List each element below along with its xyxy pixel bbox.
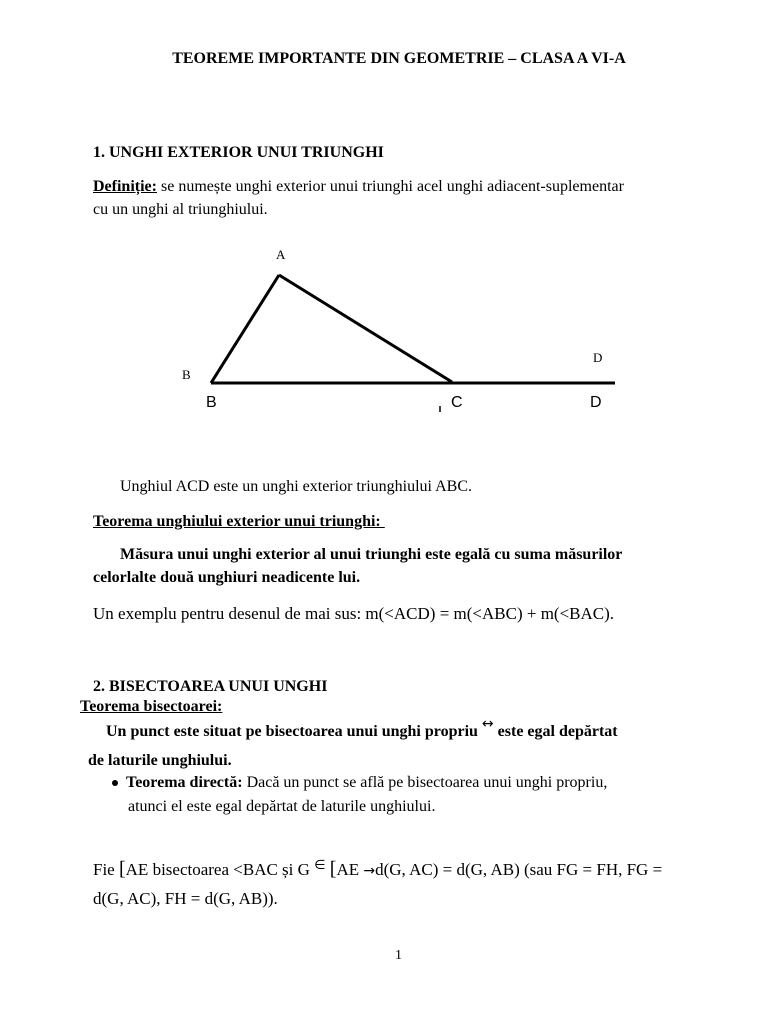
triangle-side-ac	[279, 275, 452, 382]
direct-theorem-label: Teorema directă:	[126, 774, 243, 791]
element-of-icon: ∈	[314, 858, 326, 873]
bisector-theorem-title: Teorema bisectoarei:	[80, 698, 223, 715]
definition-text-1: se numește unghi exterior unui triunghi acel unghi adiacent-suplementar	[156, 178, 624, 195]
vertex-label-c: C	[451, 394, 463, 411]
vertex-label-d-serif: D	[593, 350, 603, 365]
vertex-label-d: D	[590, 394, 602, 411]
bracket-symbol-2: [	[329, 858, 337, 880]
exterior-theorem-title: Teorema unghiului exterior unui triunghi:	[93, 513, 385, 530]
exterior-theorem-line-2: celorlalte două unghiuri neadicente lui.	[93, 569, 361, 586]
page-title: TEOREME IMPORTANTE DIN GEOMETRIE – CLASA A VI-A	[172, 50, 626, 67]
bisector-theorem-text-1a: Un punct este situat pe bisectoarea unui unghi propriu	[106, 723, 482, 740]
triangle-side-ba	[211, 275, 279, 383]
bisector-example-line-2: d(G, AC), FH = d(G, AB)).	[93, 889, 278, 908]
implies-arrow-icon: →	[363, 863, 376, 879]
direct-theorem-line-2: atunci el este egal depărtat de laturile unghiului.	[128, 798, 436, 815]
direct-theorem-text-1: Dacă un punct se află pe bisectoarea unui unghi propriu,	[242, 774, 608, 791]
vertex-label-a: A	[276, 247, 286, 262]
bullet-icon	[112, 780, 118, 786]
bisector-theorem-text-1b: este egal depărtat	[493, 723, 618, 740]
direct-theorem-line-1	[112, 774, 607, 792]
section-1-heading: 1. UNGHI EXTERIOR UNUI TRIUNGHI	[93, 144, 384, 161]
bisector-theorem-line-1	[106, 716, 618, 741]
example-text-e: d(G, AC) = d(G, AB) (sau FG = FH, FG =	[375, 860, 663, 879]
exterior-example: Un exemplu pentru desenul de mai sus: m(<ACD) = m(<ABC) + m(<BAC).	[93, 604, 615, 623]
double-arrow-icon: ↔	[481, 716, 494, 732]
example-text-d: AE	[336, 860, 364, 879]
definition-line-2: cu un unghi al triunghiului.	[93, 201, 268, 218]
bisector-theorem-line-2: de laturile unghiului.	[88, 752, 232, 769]
section-2-heading: 2. BISECTOAREA UNUI UNGHI	[93, 678, 328, 695]
exterior-angle-statement: Unghiul ACD este un unghi exterior triunghiului ABC.	[120, 478, 472, 495]
page-number: 1	[395, 948, 402, 963]
definition-label: Definiție:	[93, 178, 157, 195]
example-text-b: AE bisectoarea <BAC și G	[125, 860, 315, 879]
exterior-theorem-line-1: Măsura unui unghi exterior al unui triunghi este egală cu suma măsurilor	[120, 546, 623, 563]
vertex-label-b: B	[206, 394, 217, 411]
vertex-label-b-serif: B	[182, 367, 191, 382]
bisector-example-line-1	[93, 858, 662, 881]
example-text-a: Fie	[93, 860, 119, 879]
bracket-symbol: [	[118, 858, 126, 880]
